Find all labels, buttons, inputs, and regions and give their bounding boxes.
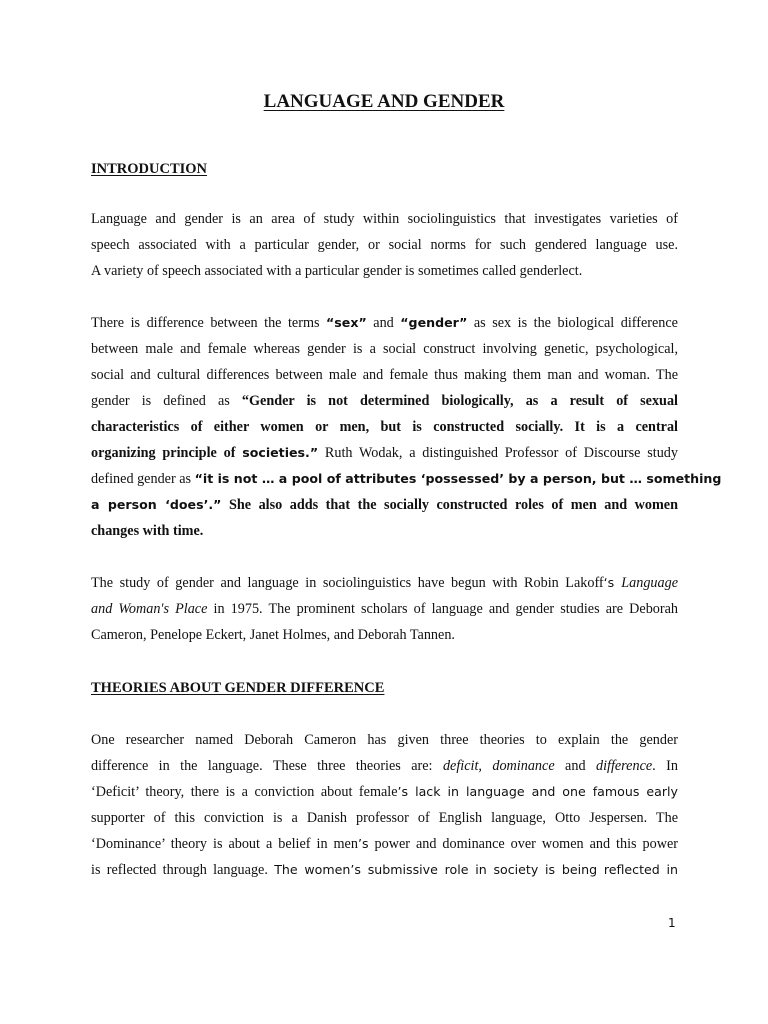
text-run: ‘Dominance’ theory is about a belief in men [91,836,358,852]
text-line [91,596,678,622]
paragraph-intro-definition [91,206,678,284]
quote-bold: organizing principle of [91,445,243,461]
text-line: One researcher named Deborah Cameron has given three theories to explain the gender [91,732,678,748]
text-line: between male and female whereas gender is a social construct involving genetic, psychological, [91,341,678,357]
quote-bold: societies.” [242,445,319,460]
text-line: social and cultural differences between male and female thus making them man and woman. The [91,367,678,383]
book-title: and Woman's Place [91,601,208,617]
quote-bold: a person ‘does’.” [91,497,222,512]
text-line [91,779,678,805]
text-run: ‘s [603,575,622,590]
text-line: Cameron, Penelope Eckert, Janet Holmes, and Deborah Tannen. [91,627,455,643]
text-line [91,831,678,857]
text-line [91,310,678,336]
text-line [91,753,678,779]
text-run: and [554,758,596,774]
quote-bold: “it is not … a pool of attributes ‘possessed’ by a person, but … something [194,471,722,486]
section-heading-theories: THEORIES ABOUT GENDER DIFFERENCE [91,680,385,696]
text-run: There is difference between the terms [91,315,327,331]
text-run: is reflected through language. [91,862,275,878]
term-sex: “sex” [326,315,367,330]
text-run: ’s [357,836,369,851]
text-line [91,857,678,883]
text-run: Ruth Wodak, a distinguished Professor of Discourse study [318,445,678,461]
text-run-bold: She also adds that the socially constructed roles of men and women [221,497,678,513]
text-run: . In [652,758,678,774]
text-run: in 1975. The prominent scholars of language and gender studies are Deborah [207,601,678,617]
paragraph-cameron-theories [91,727,678,883]
text-run: and [366,315,401,331]
text-line [91,466,722,492]
text-run: ’s lack in language and one famous early [397,784,678,799]
page-number: 1 [668,916,676,930]
text-line: Language and gender is an area of study within sociolinguistics that investigates varieties of [91,211,678,227]
paragraph-lakoff [91,570,678,648]
text-run: The women’s submissive role in society is being reflected in [274,862,679,877]
section-heading-introduction: INTRODUCTION [91,161,208,177]
text-line [91,570,678,596]
text-run: power and dominance over women and this power [368,836,678,852]
term-gender: “gender” [400,315,468,330]
text-line [91,440,678,466]
text-line: speech associated with a particular gender, or social norms for such gendered language use. [91,237,678,253]
theory-term: difference [595,758,653,774]
text-run: defined gender as [91,471,195,487]
text-run: ‘Deficit’ theory, there is a conviction about female [91,784,398,800]
theory-term: deficit, dominance [442,758,555,774]
text-run: as sex is the biological difference [467,315,678,331]
text-line: A variety of speech associated with a particular gender is sometimes called genderlect. [91,263,583,279]
page-title [0,90,768,114]
text-run: The study of gender and language in sociolinguistics have begun with Robin Lakoff [91,575,604,591]
text-line: changes with time. [91,523,204,539]
quote-bold: “Gender is not determined biologically, as a result of sexual [241,393,678,409]
page-title-text: LANGUAGE AND GENDER [263,91,505,112]
text-line: supporter of this conviction is a Danish professor of English language, Otto Jespersen. The [91,810,678,826]
text-run: gender is defined as [91,393,242,409]
book-title: Language [621,575,678,591]
text-line [91,492,678,518]
paragraph-sex-gender [91,310,722,544]
text-run: difference in the language. These three theories are: [91,758,443,774]
text-line [91,388,678,414]
text-line: characteristics of either women or men, but is constructed socially. It is a central [91,419,678,435]
